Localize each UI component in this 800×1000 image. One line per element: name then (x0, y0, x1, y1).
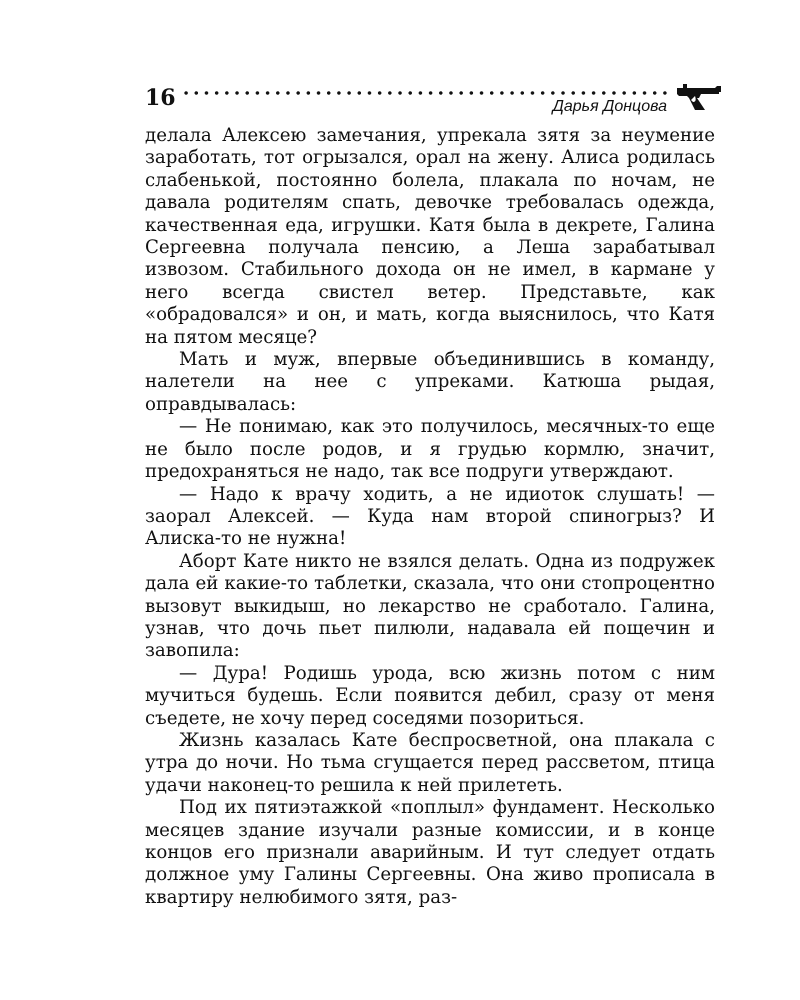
paragraph-7: Жизнь казалась Кате беспросветной, она плакала с утра до ночи. Но тьма сгущается перед рассветом, птица удачи наконец-то решила к ней прилететь. (145, 729, 715, 796)
paragraph-4: — Надо к врачу ходить, а не идиоток слушать! — заорал Алексей. — Куда нам второй спиногрыз? И Алиска-то не нужна! (145, 483, 715, 550)
author-name: Дарья Донцова (552, 98, 667, 115)
running-header (145, 82, 725, 118)
paragraph-5: Аборт Кате никто не взялся делать. Одна из подружек дала ей какие-то таблетки, сказала, что они стопроцентно вызовут выкидыш, но лекарство не сработало. Галина, узнав, что дочь пьет пилюли, надавала ей пощечин и завопила: (145, 550, 715, 662)
paragraph-2: Мать и муж, впервые объединившись в команду, налетели на нее с упреками. Катюша рыдая, оправдывалась: (145, 349, 715, 415)
paragraph-6: — Дура! Родишь урода, всю жизнь потом с ним мучиться будешь. Если появится дебил, сразу от меня съедете, не хочу перед соседями позориться. (145, 662, 715, 729)
dotted-leader (181, 90, 671, 96)
paragraph-8: Под их пятиэтажкой «поплыл» фундамент. Несколько месяцев здание изучали разные комиссии, и в конце концов его признали аварийным. И тут следует отдать должное уму Галины Сергеевны. Она живо прописала в квартиру нелюбимого зятя, раз- (145, 797, 715, 908)
paragraph-1: делала Алексею замечания, упрекала зятя за неумение заработать, тот огрызался, орал на жену. Алиса родилась слабенькой, постоянно болела, плакала по ночам, не давала родителям спать, девочке требовалась одежда, качественная еда, игрушки. Катя была в декрете, Галина Сергеевна получала пенсию, а Леша зарабатывал извозом. Стабильного дохода он не имел, в кармане у него всегда свистел ветер. Представьте, как «обрадовался» и он, и мать, когда выяснилось, что Катя на пятом месяце? (145, 125, 715, 348)
page-number: 16 (145, 85, 176, 111)
pistol-icon (675, 82, 725, 112)
paragraph-3: — Не понимаю, как это получилось, месячных-то еще не было после родов, и я грудью кормлю, значит, предохраняться не надо, так все подруги утверждают. (145, 416, 715, 483)
body-text (145, 125, 715, 909)
